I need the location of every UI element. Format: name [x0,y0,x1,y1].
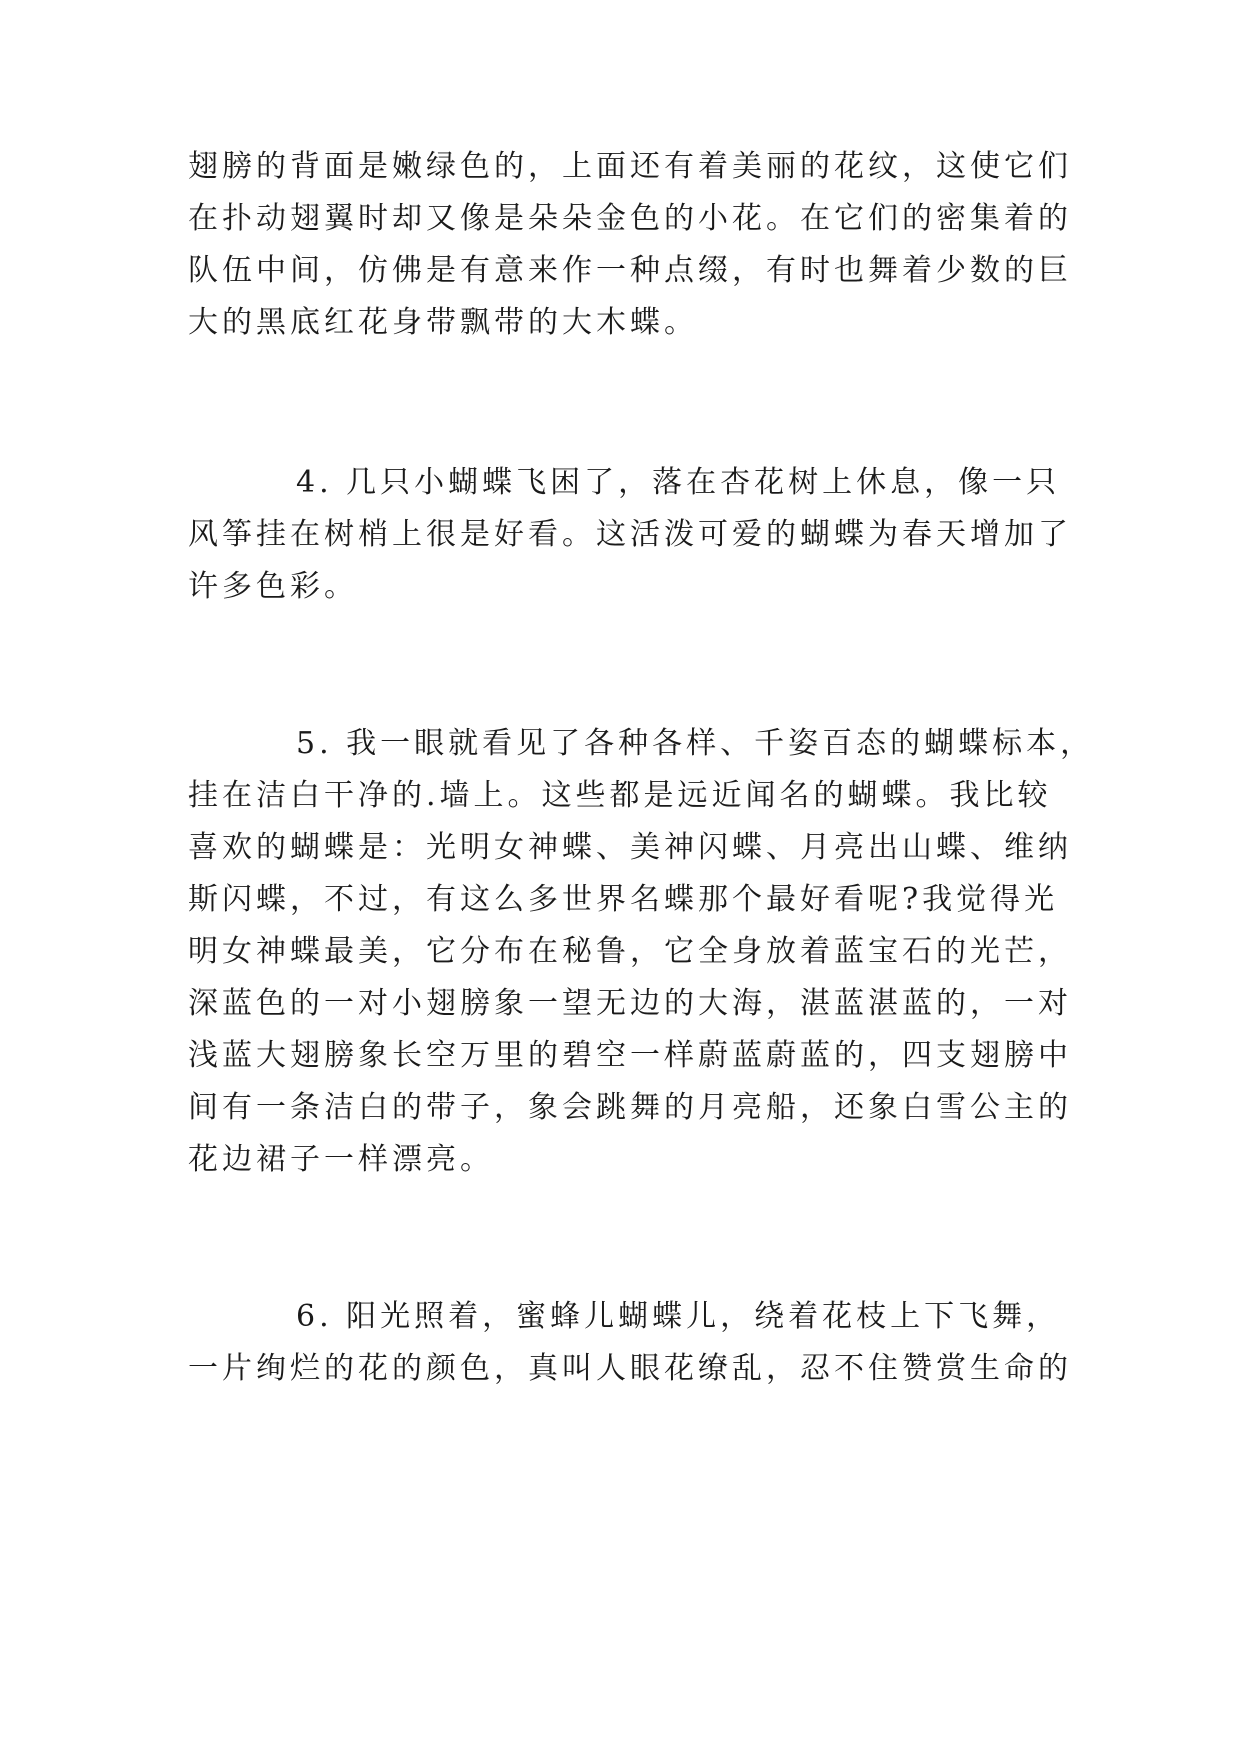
text-line: 许多色彩。 [188,569,358,604]
text-line: 一片绚烂的花的颜色，真叫人眼花缭乱，忍不住赞赏生命的 [188,1351,1072,1386]
text-line: 大的黑底红花身带飘带的大木蝶。 [188,305,698,340]
text-line: 队伍中间，仿佛是有意来作一种点缀，有时也舞着少数的巨 [188,253,1072,288]
text-line: 风筝挂在树梢上很是好看。这活泼可爱的蝴蝶为春天增加了 [188,517,1072,552]
text-line: 明女神蝶最美，它分布在秘鲁，它全身放着蓝宝石的光芒， [188,934,1072,969]
text-line: 喜欢的蝴蝶是：光明女神蝶、美神闪蝶、月亮出山蝶、维纳 [188,830,1072,865]
text-line: 6. 阳光照着，蜜蜂儿蝴蝶儿，绕着花枝上下飞舞， [296,1299,1061,1334]
text-line: 翅膀的背面是嫩绿色的，上面还有着美丽的花纹，这使它们 [188,149,1072,184]
text-line: 在扑动翅翼时却又像是朵朵金色的小花。在它们的密集着的 [188,201,1072,236]
text-line: 深蓝色的一对小翅膀象一望无边的大海，湛蓝湛蓝的，一对 [188,986,1072,1021]
text-line: 间有一条洁白的带子，象会跳舞的月亮船，还象白雪公主的 [188,1090,1072,1125]
text-line: 花边裙子一样漂亮。 [188,1142,494,1177]
text-line: 浅蓝大翅膀象长空万里的碧空一样蔚蓝蔚蓝的，四支翅膀中 [188,1038,1072,1073]
text-line: 4. 几只小蝴蝶飞困了，落在杏花树上休息，像一只 [296,465,1061,500]
text-line: 斯闪蝶，不过，有这么多世界名蝶那个最好看呢?我觉得光 [188,882,1059,917]
text-line: 挂在洁白干净的.墙上。这些都是远近闻名的蝴蝶。我比较 [188,778,1052,813]
text-line: 5. 我一眼就看见了各种各样、千姿百态的蝴蝶标本， [296,726,1095,761]
